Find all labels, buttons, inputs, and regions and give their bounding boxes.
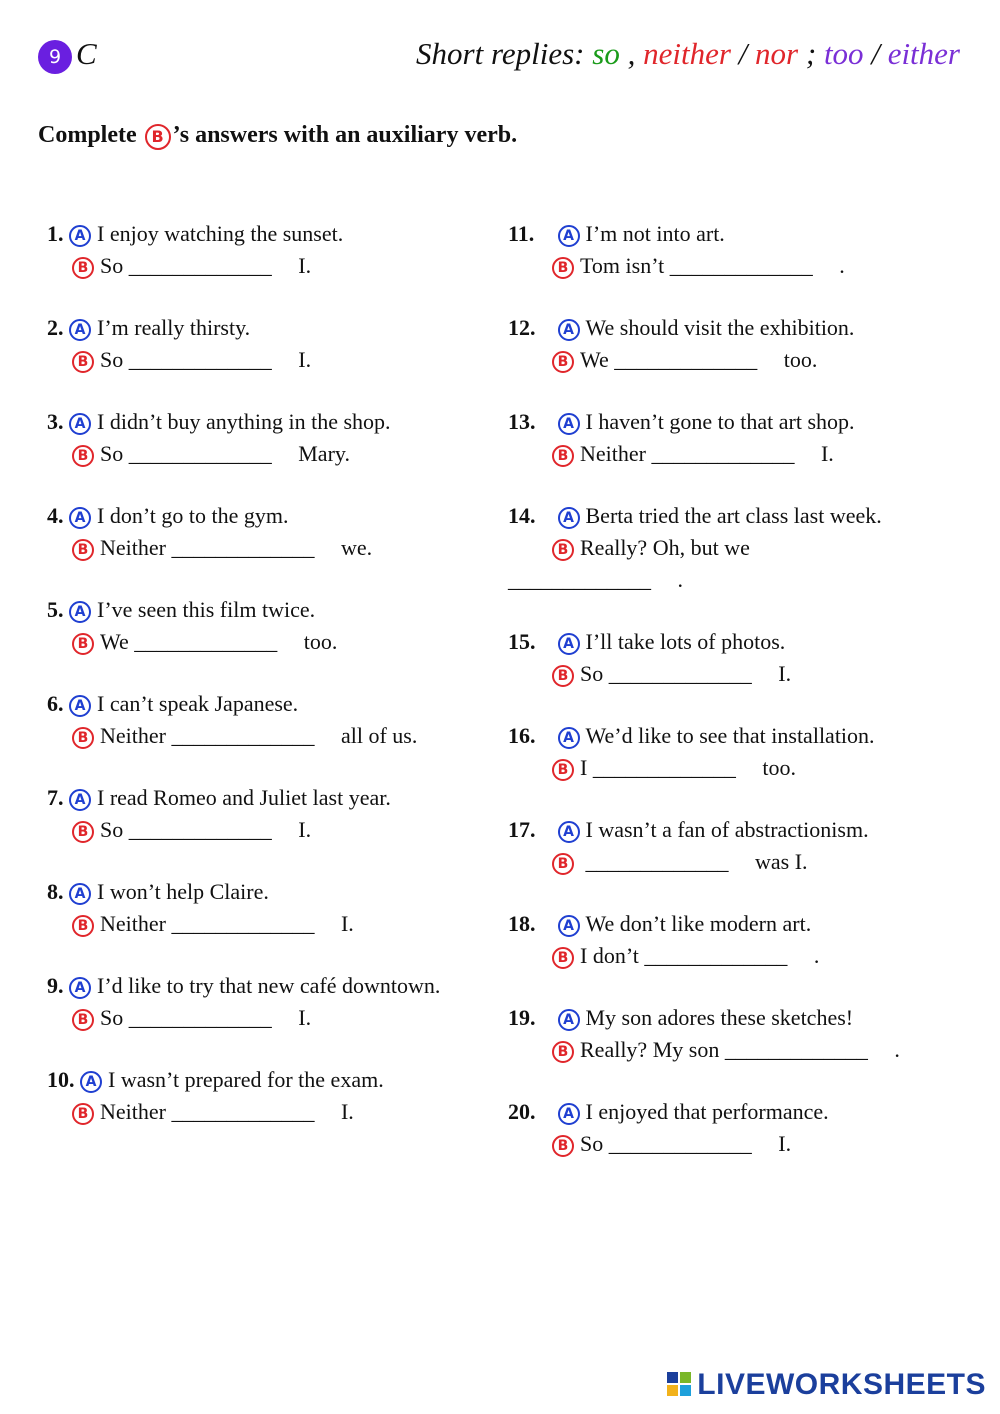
speaker-b-icon: B (72, 257, 94, 279)
speaker-b-prefix: So (100, 347, 124, 372)
title-slash: / (738, 36, 748, 71)
answer-blank[interactable]: _____________ (644, 943, 788, 968)
speaker-b-suffix: I. (298, 817, 312, 842)
speaker-b-prefix: Really? Oh, but we (580, 535, 750, 560)
speaker-b-prefix: We (100, 629, 129, 654)
speaker-b-line (508, 846, 948, 878)
exercise-number: 11. (508, 221, 535, 246)
speaker-a-text: I’m not into art. (585, 221, 725, 246)
speaker-b-line (47, 344, 467, 376)
keyword-so: so (592, 36, 620, 71)
title-separator: ; (805, 36, 817, 71)
speaker-b-line (508, 1034, 948, 1066)
speaker-a-icon: A (69, 601, 91, 623)
exercise-number: 3. (47, 409, 64, 434)
speaker-b-suffix: . (839, 253, 845, 278)
speaker-b-line (508, 532, 948, 564)
answer-blank[interactable]: _____________ (592, 755, 736, 780)
speaker-b-line (508, 1128, 948, 1160)
exercise-item (47, 406, 467, 470)
speaker-a-text: Berta tried the art class last week. (585, 503, 882, 528)
answer-blank[interactable]: _____________ (171, 723, 315, 748)
speaker-b-suffix: all of us. (340, 723, 418, 748)
speaker-b-line-continued (508, 564, 948, 596)
exercise-item (508, 908, 948, 972)
speaker-a-text: I’d like to try that new café downtown. (97, 973, 441, 998)
speaker-b-line (508, 752, 948, 784)
footer-brand (667, 1368, 986, 1402)
speaker-b-suffix: I. (298, 347, 312, 372)
speaker-a-line (47, 406, 467, 438)
speaker-a-icon: A (558, 319, 580, 341)
speaker-a-text: We’d like to see that installation. (585, 723, 875, 748)
speaker-b-suffix: too. (783, 347, 818, 372)
speaker-b-prefix: So (100, 1005, 124, 1030)
speaker-b-icon: B (552, 759, 574, 781)
speaker-b-suffix: too. (762, 755, 796, 780)
keyword-neither: neither (643, 36, 731, 71)
speaker-b-icon: B (552, 853, 574, 875)
speaker-b-icon: B (552, 1041, 574, 1063)
speaker-a-icon: A (69, 225, 91, 247)
speaker-b-suffix: . (813, 943, 820, 968)
speaker-a-icon: A (69, 977, 91, 999)
speaker-a-line (47, 876, 467, 908)
page-title (416, 36, 960, 72)
speaker-b-prefix: Neither (580, 441, 646, 466)
speaker-b-line (508, 250, 948, 282)
speaker-a-text: I’ve seen this film twice. (97, 597, 316, 622)
exercise-number: 8. (47, 879, 64, 904)
speaker-a-icon: A (558, 225, 580, 247)
speaker-a-text: I won’t help Claire. (97, 879, 269, 904)
speaker-a-line (47, 1064, 467, 1096)
speaker-b-suffix: I. (298, 1005, 312, 1030)
speaker-a-line (508, 626, 948, 658)
speaker-a-line (47, 218, 467, 250)
speaker-b-prefix: Neither (100, 723, 166, 748)
speaker-a-line (508, 406, 948, 438)
speaker-a-text: I can’t speak Japanese. (97, 691, 299, 716)
speaker-b-icon: B (552, 257, 574, 279)
speaker-a-icon: A (69, 695, 91, 717)
exercise-item (47, 876, 467, 940)
liveworksheets-logo-icon (667, 1372, 693, 1398)
exercise-column-right (508, 218, 948, 1190)
speaker-b-line (47, 1002, 467, 1034)
speaker-b-prefix: Tom isn’t (580, 253, 665, 278)
speaker-a-icon: A (558, 915, 580, 937)
answer-blank[interactable]: _____________ (128, 817, 272, 842)
speaker-b-prefix: I don’t (580, 943, 639, 968)
speaker-a-text: I enjoyed that performance. (585, 1099, 829, 1124)
exercise-item (508, 406, 948, 470)
speaker-b-icon: B (72, 1103, 94, 1125)
exercise-number: 19. (508, 1005, 536, 1030)
speaker-a-text: I wasn’t a fan of abstractionism. (585, 817, 869, 842)
answer-blank[interactable]: _____________ (128, 441, 272, 466)
exercise-number: 15. (508, 629, 536, 654)
page-header (38, 36, 960, 80)
speaker-a-text: I haven’t gone to that art shop. (585, 409, 855, 434)
answer-blank[interactable]: _____________ (128, 1005, 272, 1030)
speaker-b-suffix: was I. (755, 849, 808, 874)
keyword-either: either (887, 36, 960, 71)
speaker-b-line (47, 908, 467, 940)
speaker-b-icon: B (72, 821, 94, 843)
answer-blank[interactable]: _____________ (585, 849, 729, 874)
exercise-item (508, 1002, 948, 1066)
speaker-b-icon: B (72, 539, 94, 561)
speaker-a-text: I’ll take lots of photos. (585, 629, 786, 654)
speaker-a-text: I read Romeo and Juliet last year. (97, 785, 391, 810)
speaker-a-text: I’m really thirsty. (97, 315, 251, 340)
speaker-a-icon: A (69, 413, 91, 435)
speaker-b-prefix: Neither (100, 1099, 166, 1124)
exercise-item (508, 218, 948, 282)
speaker-b-icon: B (552, 539, 574, 561)
speaker-a-icon: A (69, 883, 91, 905)
speaker-b-icon: B (72, 445, 94, 467)
instruction-before: Complete (38, 122, 137, 148)
exercise-item (47, 782, 467, 846)
speaker-a-line (47, 782, 467, 814)
answer-blank[interactable]: _____________ (608, 1131, 752, 1156)
keyword-nor: nor (755, 36, 799, 71)
speaker-a-line (47, 594, 467, 626)
speaker-a-text: We should visit the exhibition. (585, 315, 855, 340)
speaker-b-prefix: So (100, 441, 124, 466)
speaker-a-line (508, 1096, 948, 1128)
speaker-a-line (47, 500, 467, 532)
speaker-b-suffix: I. (820, 441, 834, 466)
speaker-b-line (47, 1096, 467, 1128)
speaker-b-icon: B (72, 727, 94, 749)
exercise-item (47, 594, 467, 658)
exercise-item (47, 500, 467, 564)
brand-name: LIVEWORKSHEETS (697, 1368, 986, 1401)
exercise-number: 16. (508, 723, 536, 748)
speaker-a-text: My son adores these sketches! (585, 1005, 854, 1030)
speaker-b-icon: B (552, 947, 574, 969)
exercise-item (508, 814, 948, 878)
speaker-b-prefix: So (100, 253, 124, 278)
speaker-b-suffix: too. (303, 629, 338, 654)
exercise-number: 9. (47, 973, 64, 998)
speaker-b-suffix: I. (340, 1099, 354, 1124)
speaker-b-prefix: Neither (100, 535, 166, 560)
speaker-a-icon: A (558, 633, 580, 655)
exercise-number: 6. (47, 691, 64, 716)
answer-blank[interactable]: _____________ (171, 1099, 315, 1124)
exercise-number: 7. (47, 785, 64, 810)
speaker-b-line (47, 532, 467, 564)
speaker-b-prefix: Really? My son (580, 1037, 720, 1062)
speaker-a-icon: A (69, 319, 91, 341)
instruction-after: ’s answers with an auxiliary verb. (172, 122, 518, 148)
exercise-number: 5. (47, 597, 64, 622)
exercise-item (47, 688, 467, 752)
answer-blank[interactable]: _____________ (134, 629, 278, 654)
speaker-b-icon: B (552, 1135, 574, 1157)
speaker-b-icon: B (552, 445, 574, 467)
speaker-b-line (47, 814, 467, 846)
speaker-b-line (508, 438, 948, 470)
exercise-number: 4. (47, 503, 64, 528)
speaker-a-line (508, 720, 948, 752)
speaker-b-prefix: So (580, 661, 604, 686)
exercise-item (47, 1064, 467, 1128)
speaker-b-prefix: I (580, 755, 588, 780)
speaker-b-suffix: I. (778, 661, 792, 686)
speaker-b-line (508, 344, 948, 376)
exercise-number: 14. (508, 503, 536, 528)
speaker-b-prefix: So (100, 817, 124, 842)
exercise-item (508, 626, 948, 690)
speaker-b-suffix: we. (340, 535, 373, 560)
speaker-b-prefix: Neither (100, 911, 166, 936)
unit-letter: C (76, 36, 97, 71)
answer-blank[interactable]: _____________ (651, 441, 795, 466)
exercise-item (47, 970, 467, 1034)
speaker-b-suffix: . (894, 1037, 900, 1062)
speaker-a-icon: A (558, 821, 580, 843)
speaker-a-text: I enjoy watching the sunset. (97, 221, 344, 246)
keyword-too: too (823, 36, 864, 71)
speaker-a-line (508, 500, 948, 532)
speaker-a-icon: A (558, 727, 580, 749)
speaker-a-line (508, 908, 948, 940)
speaker-b-suffix: I. (340, 911, 354, 936)
speaker-b-icon: B (552, 351, 574, 373)
exercise-number: 10. (47, 1067, 75, 1092)
speaker-b-line (47, 720, 467, 752)
speaker-b-icon: B (72, 1009, 94, 1031)
speaker-a-line (508, 1002, 948, 1034)
answer-blank[interactable]: _____________ (171, 911, 315, 936)
speaker-b-prefix: So (580, 1131, 604, 1156)
speaker-a-icon: A (558, 1103, 580, 1125)
speaker-a-icon: A (558, 507, 580, 529)
exercise-item (47, 312, 467, 376)
speaker-b-icon: B (72, 915, 94, 937)
speaker-b-suffix: I. (298, 253, 312, 278)
speaker-a-icon: A (80, 1071, 102, 1093)
speaker-a-icon: A (69, 507, 91, 529)
answer-blank[interactable]: _____________ (128, 347, 272, 372)
title-slash: / (871, 36, 880, 71)
exercise-number: 18. (508, 911, 536, 936)
title-separator: , (627, 36, 636, 71)
exercise-number: 20. (508, 1099, 536, 1124)
answer-blank[interactable]: _____________ (669, 253, 813, 278)
speaker-b-icon: B (72, 633, 94, 655)
exercise-number: 12. (508, 315, 536, 340)
exercise-number: 17. (508, 817, 536, 842)
answer-blank[interactable]: _____________ (171, 535, 315, 560)
speaker-a-line (47, 688, 467, 720)
exercise-item (508, 720, 948, 784)
speaker-b-icon: B (145, 124, 171, 150)
answer-blank[interactable]: _____________ (724, 1037, 868, 1062)
speaker-b-suffix: . (677, 567, 683, 592)
speaker-a-text: I wasn’t prepared for the exam. (108, 1067, 384, 1092)
speaker-b-icon: B (552, 665, 574, 687)
speaker-b-line (47, 250, 467, 282)
answer-blank[interactable]: _____________ (508, 567, 651, 592)
answer-blank[interactable]: _____________ (608, 661, 752, 686)
speaker-b-suffix: I. (778, 1131, 792, 1156)
speaker-b-suffix: Mary. (298, 441, 350, 466)
speaker-b-line (47, 438, 467, 470)
speaker-b-prefix: We (580, 347, 609, 372)
exercise-item (508, 500, 948, 596)
speaker-a-line (508, 218, 948, 250)
speaker-b-icon: B (72, 351, 94, 373)
speaker-a-text: We don’t like modern art. (585, 911, 812, 936)
exercise-number: 1. (47, 221, 64, 246)
speaker-a-icon: A (558, 413, 580, 435)
speaker-a-line (508, 312, 948, 344)
speaker-a-text: I don’t go to the gym. (97, 503, 289, 528)
exercise-item (47, 218, 467, 282)
exercise-item (508, 1096, 948, 1160)
speaker-a-line (47, 312, 467, 344)
speaker-a-line (47, 970, 467, 1002)
speaker-a-line (508, 814, 948, 846)
speaker-b-line (508, 940, 948, 972)
exercise-number: 13. (508, 409, 536, 434)
answer-blank[interactable]: _____________ (128, 253, 272, 278)
answer-blank[interactable]: _____________ (614, 347, 758, 372)
speaker-b-line (508, 658, 948, 690)
speaker-b-line (47, 626, 467, 658)
speaker-a-icon: A (69, 789, 91, 811)
exercise-number: 2. (47, 315, 64, 340)
title-prefix: Short replies: (416, 36, 585, 71)
speaker-a-icon: A (558, 1009, 580, 1031)
speaker-a-text: I didn’t buy anything in the shop. (97, 409, 391, 434)
instruction (38, 122, 517, 150)
exercise-item (508, 312, 948, 376)
unit-number-badge: 9 (38, 40, 72, 74)
exercise-column-left (47, 218, 467, 1158)
